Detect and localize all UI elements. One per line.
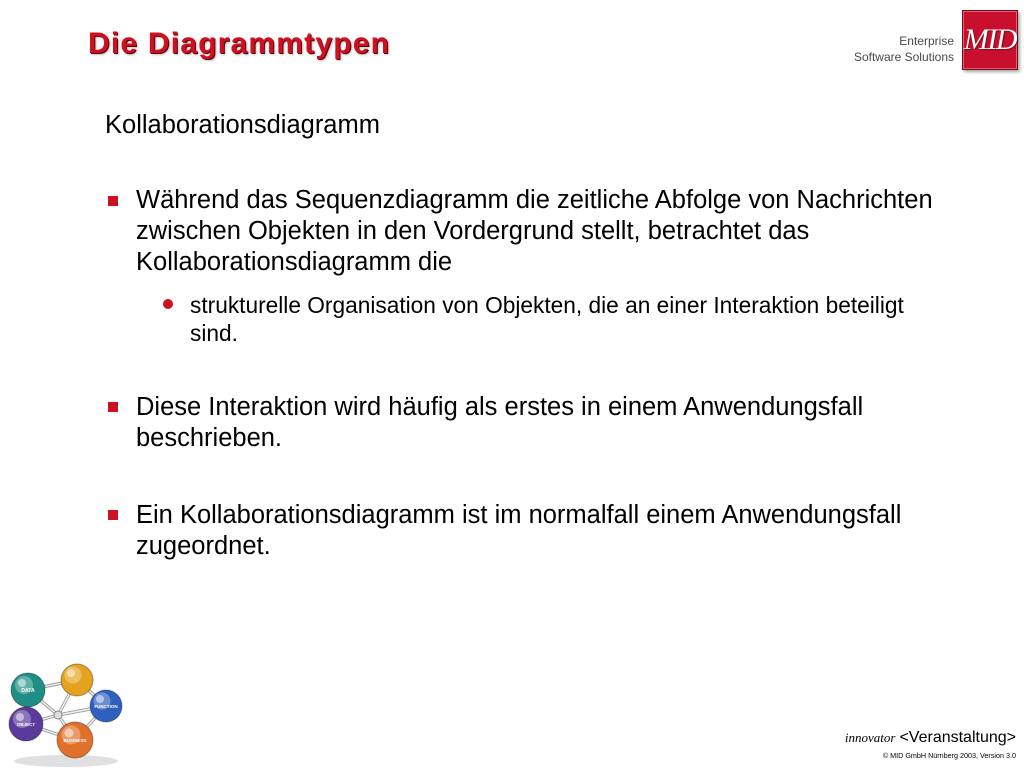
hub-node	[54, 711, 62, 719]
logo-text-software-solutions: Software Solutions	[853, 50, 954, 64]
round-bullet-icon	[163, 299, 173, 309]
bullet-line: Ein Kollaborationsdiagramm ist im normalfall einem Anwendungsfall	[136, 501, 902, 529]
footer-event-name: <Veranstaltung>	[899, 729, 1016, 746]
sphere-label: OBJECT	[16, 722, 36, 727]
sub-bullet-line: sind.	[190, 320, 238, 346]
sphere-top	[61, 664, 93, 696]
slide-subtitle: Kollaborationsdiagramm	[105, 111, 380, 139]
mid-logo	[962, 10, 1018, 70]
square-bullet-icon	[108, 196, 118, 206]
bullet-line: Während das Sequenzdiagramm die zeitliche Abfolge von Nachrichten	[136, 186, 933, 214]
footer-copyright: © MID GmbH Nürnberg 2003, Version 3.0	[882, 751, 1016, 760]
slide-title: Die Diagrammtypen	[88, 27, 391, 60]
bullet-line: Diese Interaktion wird häufig als erstes in einem Anwendungsfall	[136, 393, 864, 421]
sub-bullet-line: strukturelle Organisation von Objekten, die an einer Interaktion beteiligt	[190, 292, 904, 318]
footer-event	[845, 728, 1016, 748]
bullet-line: Kollaborationsdiagramm die	[136, 248, 453, 276]
sphere-object	[9, 707, 43, 741]
sphere-business	[57, 722, 93, 758]
sub-bullet-item-1	[190, 291, 904, 347]
sphere-function	[90, 690, 122, 722]
bullet-item-2	[136, 392, 863, 454]
bullet-line: beschrieben.	[136, 424, 283, 452]
bullet-line: zwischen Objekten in den Vordergrund stellt, betrachtet das	[136, 217, 810, 245]
sphere-label: BUSINESS	[63, 738, 87, 743]
square-bullet-icon	[108, 510, 118, 520]
square-bullet-icon	[108, 402, 118, 412]
innovator-sphere-graphic	[0, 655, 130, 768]
footer-product-name: innovator	[844, 730, 896, 745]
sphere-label: FUNCTION	[94, 704, 118, 709]
bullet-line: zugeordnet.	[136, 532, 271, 560]
graphic-shadow	[14, 755, 118, 767]
logo-text-enterprise: Enterprise	[899, 34, 954, 48]
sphere-data	[11, 673, 45, 707]
mid-logo-mark: MID	[963, 23, 1017, 56]
bullet-item-1	[136, 185, 933, 278]
bullet-item-3	[136, 500, 901, 562]
sphere-label: DATA	[21, 688, 35, 694]
